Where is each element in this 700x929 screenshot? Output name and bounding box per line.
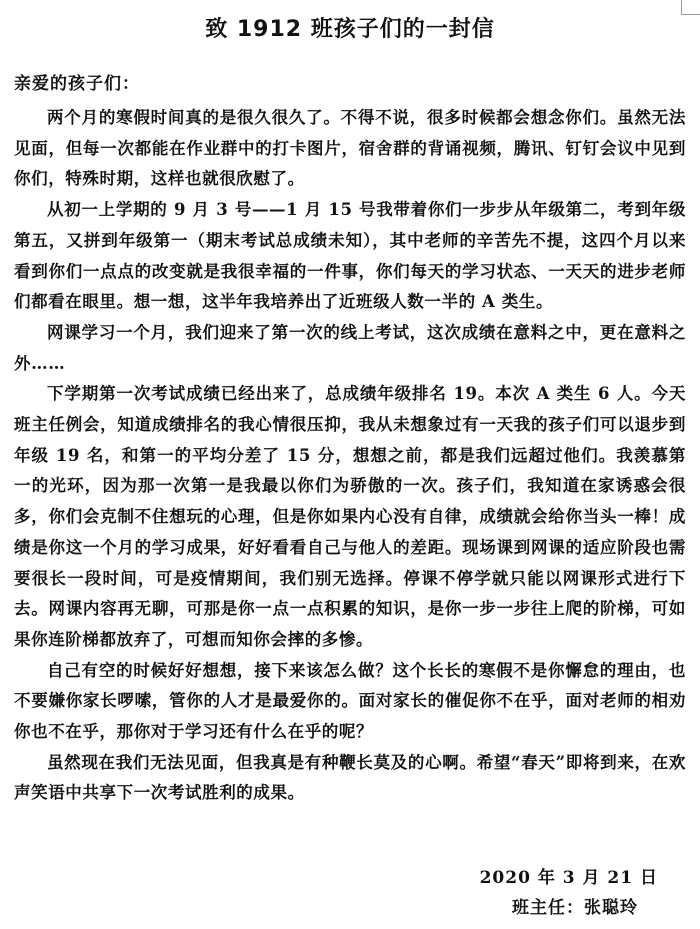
letter-body	[14, 103, 686, 809]
letter-signature: 班主任：张聪玲	[512, 898, 638, 918]
letter-date: 2020 年 3 月 21 日	[479, 868, 658, 888]
page-corner-mark	[681, 0, 700, 15]
paragraph-2: 从初一上学期的 9 月 3 号——1 月 15 号我带着你们一步步从年级第二，考到年级第五，又拼到年级第一（期末考试总成绩未知），其中老师的辛苦先不提，这四个月以来看到你们一点点的改变就是我很幸福的一件事，你们每天的学习状态、一天天的进步老师们都看在眼里。想一想，这半年我培养出了近班级人数一半的 A 类生。	[14, 200, 686, 312]
paragraph-5: 自己有空的时候好好想想，接下来该怎么做？这个长长的寒假不是你懈怠的理由，也不要嫌你家长啰嗦，管你的人才是最爱你的。面对家长的催促你不在乎，面对老师的相劝你也不在乎，那你对于学习还有什么在乎的呢？	[14, 660, 686, 742]
letter-salutation: 亲爱的孩子们：	[14, 74, 140, 94]
paragraph-1: 两个月的寒假时间真的是很久很久了。不得不说，很多时候都会想念你们。虽然无法见面，但每一次都能在作业群中的打卡图片，宿舍群的背诵视频，腾讯、钉钉会议中见到你们，特殊时期，这样也就很欣慰了。	[14, 108, 686, 189]
paragraph-4: 下学期第一次考试成绩已经出来了，总成绩年级排名 19。本次 A 类生 6 人。今天班主任例会，知道成绩排名的我心情很压抑，我从未想象过有一天我的孩子们可以退步到年级 19 名，和第一的平均分差了 15 分，想想之前，都是我们远超过他们。我羡慕第一的光环，因为那一次第一是我最以你们为骄傲的一次。孩子们，我知道在家诱惑会很多，你们会克制不住想玩的心理，但是你如果内心没有自律，成绩就会给你当头一棒！成绩是你这一个月的学习成果，好好看看自己与他人的差距。现场课到网课的适应阶段也需要很长一段时间，可是疫情期间，我们别无选择。停课不停学就只能以网课形式进行下去。网课内容再无聊，可那是你一点一点积累的知识，是你一步一步往上爬的阶梯，可如果你连阶梯都放弃了，可想而知你会摔的多惨。	[14, 384, 686, 649]
paragraph-6: 虽然现在我们无法见面，但我真是有种鞭长莫及的心啊。希望“春天”即将到来，在欢声笑语中共享下一次考试胜利的成果。	[14, 752, 686, 803]
paragraph-3: 网课学习一个月，我们迎来了第一次的线上考试，这次成绩在意料之中，更在意料之外……	[14, 322, 686, 373]
letter-title: 致 1912 班孩子们的一封信	[205, 17, 495, 42]
